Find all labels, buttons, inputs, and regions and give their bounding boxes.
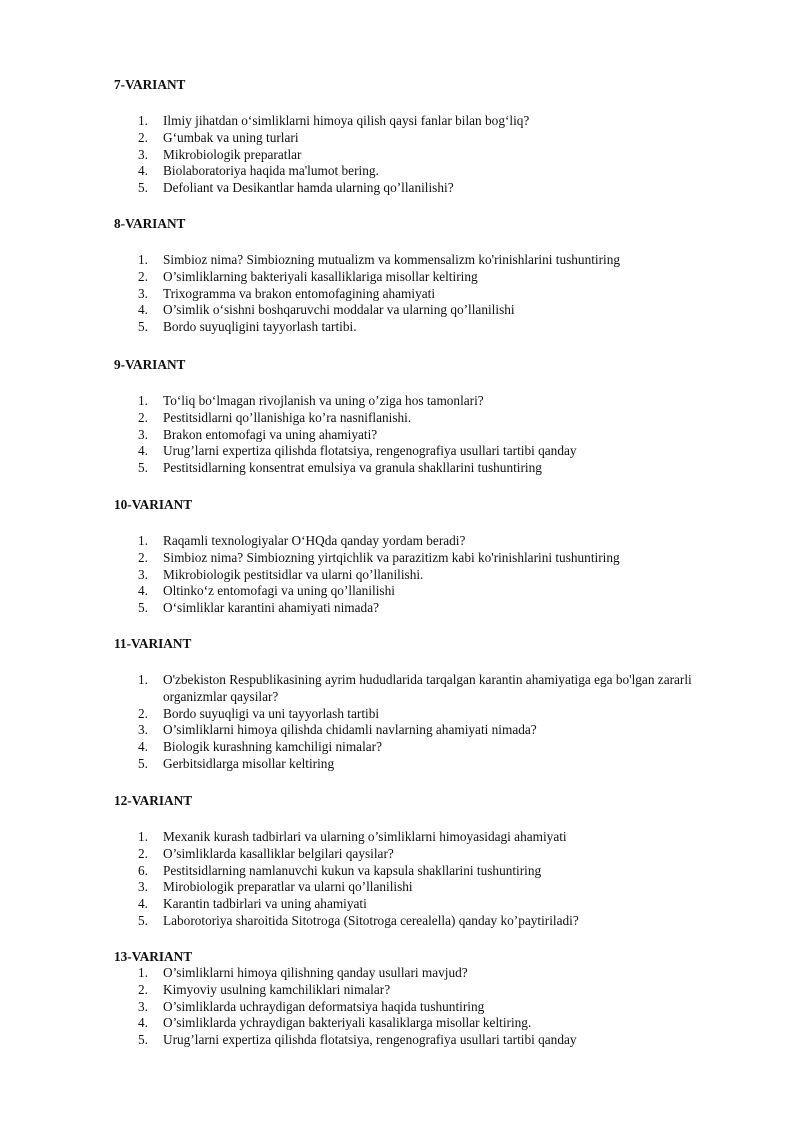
item-text: Urug’larni expertiza qilishda flotatsiya, rengenografiya usullari tartibi qanday <box>163 443 577 459</box>
item-number: 2. <box>138 129 148 145</box>
item-number: 2. <box>138 845 148 861</box>
item-text: O'zbekiston Respublikasining ayrim hududlarida tarqalgan karantin ahamiyatiga ega bo'lgan zararli organizmlar qaysilar? <box>163 672 692 704</box>
list-item <box>114 982 734 999</box>
item-number: 6. <box>138 862 148 878</box>
item-number: 3. <box>138 879 148 895</box>
item-text: Kimyoviy usulning kamchiliklari nimalar? <box>163 981 391 997</box>
question-list <box>114 113 734 197</box>
item-text: Oltinko‘z entomofagi va uning qo’llanilishi <box>163 583 395 599</box>
item-text: O’simliklarda kasalliklar belgilari qaysilar? <box>163 845 394 861</box>
list-item <box>114 427 734 444</box>
question-list <box>114 393 734 477</box>
item-text: Raqamli texnologiyalar O‘HQda qanday yordam beradi? <box>163 533 466 548</box>
item-text: Mikrobiologik pestitsidlar va ularni qo’llanilishi. <box>163 566 424 582</box>
item-number: 3. <box>138 998 148 1014</box>
item-text: Biologik kurashning kamchiligi nimalar? <box>163 739 382 755</box>
list-item <box>114 706 734 723</box>
list-item <box>114 583 734 600</box>
item-text: Brakon entomofagi va uning ahamiyati? <box>163 426 378 442</box>
item-number: 5. <box>138 600 148 616</box>
item-text: O‘simliklar karantini ahamiyati nimada? <box>163 600 380 616</box>
list-item <box>114 269 734 286</box>
list-item <box>114 879 734 896</box>
item-number: 2. <box>138 705 148 721</box>
list-item <box>114 147 734 164</box>
variant-heading: 13-VARIANT <box>114 949 193 964</box>
list-item <box>114 130 734 147</box>
variant-section <box>114 948 734 1049</box>
variant-heading: 7-VARIANT <box>114 77 186 92</box>
variant-section <box>114 356 734 477</box>
variant-section <box>114 635 734 773</box>
list-item <box>114 739 734 756</box>
item-text: Laborotoriya sharoitida Sitotroga (Sitotroga cerealella) qanday ko’paytiriladi? <box>163 912 579 928</box>
item-text: Bordo suyuqligini tayyorlash tartibi. <box>163 319 357 335</box>
list-item <box>114 756 734 773</box>
item-number: 3. <box>138 146 148 162</box>
item-number: 5. <box>138 180 148 196</box>
list-item <box>114 896 734 913</box>
list-item <box>114 460 734 477</box>
item-number: 2. <box>138 268 148 284</box>
question-list <box>114 829 734 930</box>
list-item <box>114 443 734 460</box>
item-text: O’simliklarni himoya qilishning qanday usullari mavjud? <box>163 965 468 980</box>
item-text: Pestitsidlarni qo’llanishiga ko’ra nasniflanishi. <box>163 409 412 425</box>
list-item <box>114 846 734 863</box>
list-item <box>114 913 734 930</box>
item-number: 2. <box>138 981 148 997</box>
item-text: O’simliklarda uchraydigan deformatsiya haqida tushuntiring <box>163 998 485 1014</box>
item-text: Trixogramma va brakon entomofagining ahamiyati <box>163 285 436 301</box>
item-number: 1. <box>138 393 148 408</box>
item-number: 1. <box>138 252 148 267</box>
item-number: 4. <box>138 739 148 755</box>
item-text: Karantin tadbirlari va uning ahamiyati <box>163 896 367 912</box>
item-text: Defoliant va Desikantlar hamda ularning qo’llanilishi? <box>163 180 454 196</box>
list-item <box>114 600 734 617</box>
question-list <box>114 672 734 773</box>
question-list <box>114 252 734 336</box>
list-item <box>114 286 734 303</box>
variant-section <box>114 792 734 930</box>
list-item <box>114 1032 734 1049</box>
item-number: 5. <box>138 460 148 476</box>
item-text: Simbioz nima? Simbiozning mutualizm va kommensalizm ko'rinishlarini tushuntiring <box>163 252 621 267</box>
list-item <box>114 1015 734 1032</box>
question-list <box>114 533 734 617</box>
item-number: 3. <box>138 566 148 582</box>
item-text: Mikrobiologik preparatlar <box>163 146 302 162</box>
list-item <box>114 965 734 982</box>
item-text: O’simliklarning bakteriyali kasalliklariga misollar keltiring <box>163 268 478 284</box>
list-item <box>114 252 734 269</box>
item-number: 4. <box>138 1015 148 1031</box>
variant-heading: 9-VARIANT <box>114 357 186 372</box>
item-text: Mexanik kurash tadbirlari va ularning o’simliklarni himoyasidagi ahamiyati <box>163 829 567 844</box>
question-list <box>114 965 734 1049</box>
item-number: 5. <box>138 319 148 335</box>
item-number: 1. <box>138 672 148 687</box>
item-number: 2. <box>138 409 148 425</box>
list-item <box>114 722 734 739</box>
variant-heading: 10-VARIANT <box>114 497 193 512</box>
item-number: 3. <box>138 426 148 442</box>
variant-section <box>114 496 734 617</box>
list-item <box>114 302 734 319</box>
item-text: G‘umbak va uning turlari <box>163 129 299 145</box>
item-text: O’simliklarni himoya qilishda chidamli navlarning ahamiyati nimada? <box>163 722 537 738</box>
variant-heading: 12-VARIANT <box>114 793 193 808</box>
item-text: Bordo suyuqligi va uni tayyorlash tartibi <box>163 705 380 721</box>
item-text: Pestitsidlarning namlanuvchi kukun va kapsula shakllarini tushuntiring <box>163 862 542 878</box>
item-number: 1. <box>138 533 148 548</box>
item-text: Gerbitsidlarga misollar keltiring <box>163 755 335 771</box>
item-text: Simbioz nima? Simbiozning yirtqichlik va parazitizm kabi ko'rinishlarini tushuntiring <box>163 549 620 565</box>
item-number: 5. <box>138 912 148 928</box>
item-number: 4. <box>138 896 148 912</box>
list-item <box>114 999 734 1016</box>
list-item <box>114 113 734 130</box>
item-text: O’simlik o‘sishni boshqaruvchi moddalar va ularning qo’llanilishi <box>163 302 515 318</box>
item-text: To‘liq bo‘lmagan rivojlanish va uning o’ziga hos tamonlari? <box>163 393 484 408</box>
list-item <box>114 393 734 410</box>
item-number: 2. <box>138 549 148 565</box>
item-number: 5. <box>138 1032 148 1048</box>
variant-heading: 11-VARIANT <box>114 636 192 651</box>
list-item <box>114 533 734 550</box>
item-text: Urug’larni expertiza qilishda flotatsiya, rengenografiya usullari tartibi qanday <box>163 1032 577 1048</box>
variant-heading: 8-VARIANT <box>114 216 186 231</box>
list-item <box>114 829 734 846</box>
item-number: 3. <box>138 722 148 738</box>
item-number: 1. <box>138 829 148 844</box>
list-item <box>114 410 734 427</box>
list-item <box>114 863 734 880</box>
item-number: 4. <box>138 583 148 599</box>
variant-section <box>114 215 734 336</box>
item-text: Ilmiy jihatdan o‘simliklarni himoya qilish qaysi fanlar bilan bog‘liq? <box>163 113 530 128</box>
item-text: Mirobiologik preparatlar va ularni qo’llanilishi <box>163 879 413 895</box>
item-number: 4. <box>138 443 148 459</box>
item-number: 1. <box>138 113 148 128</box>
item-number: 1. <box>138 965 148 980</box>
list-item <box>114 163 734 180</box>
item-number: 4. <box>138 163 148 179</box>
item-number: 4. <box>138 302 148 318</box>
item-text: Pestitsidlarning konsentrat emulsiya va granula shakllarini tushuntiring <box>163 460 542 476</box>
item-text: O’simliklarda ychraydigan bakteriyali kasaliklarga misollar keltiring. <box>163 1015 532 1031</box>
variant-section <box>114 76 734 197</box>
item-number: 5. <box>138 755 148 771</box>
item-text: Biolaboratoriya haqida ma'lumot bering. <box>163 163 379 179</box>
list-item <box>114 550 734 567</box>
list-item <box>114 180 734 197</box>
item-number: 3. <box>138 285 148 301</box>
list-item <box>114 672 734 706</box>
list-item <box>114 567 734 584</box>
list-item <box>114 319 734 336</box>
